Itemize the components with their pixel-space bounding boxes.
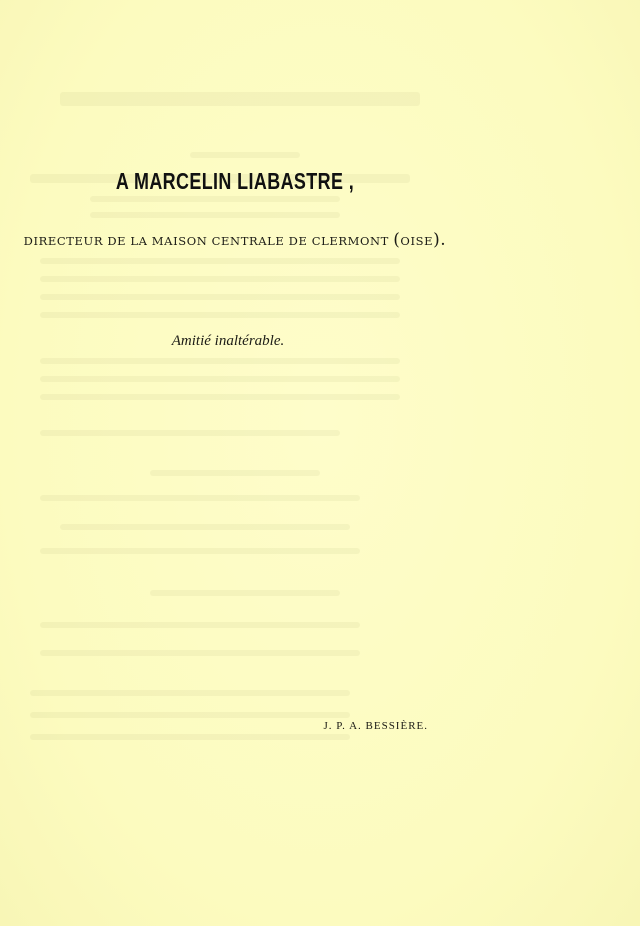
dedication-motto: Amitié inaltérable. — [171, 333, 285, 349]
subtitle-main-text: DIRECTEUR DE LA MAISON CENTRALE DE CLERMONT — [23, 234, 394, 248]
author-signature: J. P. A. BESSIÈRE. — [323, 720, 428, 732]
subtitle-paren-text: OISE — [400, 234, 434, 248]
dedication-title: A MARCELIN LIABASTRE , — [115, 168, 355, 194]
dedication-subtitle — [0, 230, 470, 250]
subtitle-paren-open: ( — [393, 230, 401, 250]
subtitle-paren-close: ). — [433, 230, 447, 250]
